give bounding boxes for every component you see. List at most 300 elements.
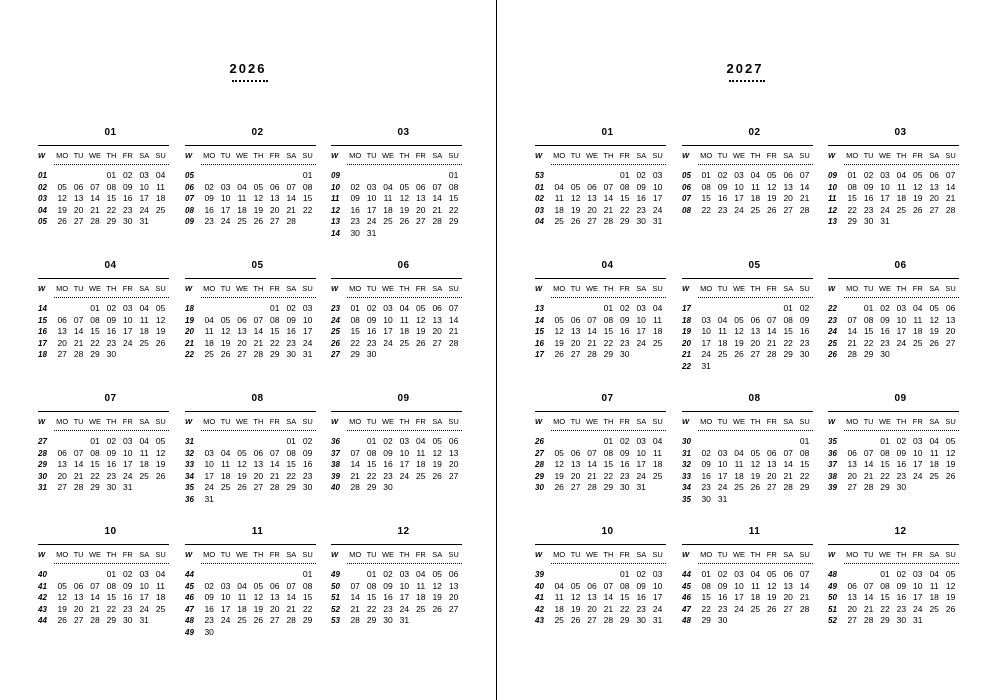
day-cell: 02 <box>286 303 296 313</box>
weekday-label: TH <box>106 417 117 426</box>
day-cell: 26 <box>750 482 761 492</box>
week-row <box>698 569 813 581</box>
day-grid <box>347 569 462 627</box>
day-cell: 03 <box>734 170 744 180</box>
week-number: 11 <box>828 194 837 203</box>
day-cell: 06 <box>270 181 280 192</box>
day-grid <box>54 170 169 228</box>
day-cell: 31 <box>123 482 133 492</box>
day-cell: 01 <box>863 303 874 313</box>
day-cell: 04 <box>416 569 426 579</box>
weekday-label: TU <box>863 151 874 160</box>
weekday-header <box>185 550 316 561</box>
week-row <box>347 228 462 240</box>
week-numbers <box>828 303 842 361</box>
day-cell: 29 <box>783 349 793 359</box>
day-cell: 15 <box>620 193 630 203</box>
day-cell: 10 <box>913 580 923 591</box>
day-cell: 15 <box>302 592 313 602</box>
day-cell: 25 <box>220 482 231 492</box>
weekday-label: TU <box>863 417 874 426</box>
day-cell: 08 <box>106 580 117 591</box>
weekday-header <box>828 284 959 295</box>
day-cell: 09 <box>880 314 890 325</box>
day-cell: 03 <box>896 303 907 313</box>
day-cell: 01 <box>270 303 280 313</box>
day-cell: 20 <box>432 326 442 336</box>
day-cell: 13 <box>73 592 84 602</box>
weekday-label: SA <box>286 284 297 293</box>
week-number: 06 <box>185 182 194 192</box>
month-name: 04 <box>104 260 117 271</box>
day-cell: 04 <box>652 436 663 446</box>
week-row <box>201 315 316 327</box>
week-row <box>551 471 666 483</box>
day-cell: 01 <box>701 170 711 180</box>
weekday-label: SA <box>432 284 443 293</box>
weekday-label: TU <box>220 151 231 160</box>
week-numbers <box>38 436 52 494</box>
week-row <box>551 569 666 581</box>
day-cell: 31 <box>366 227 377 238</box>
day-cell: 20 <box>73 603 84 614</box>
day-cell: 07 <box>73 314 84 325</box>
week-number: 18 <box>38 350 47 359</box>
day-cell: 22 <box>880 603 890 614</box>
day-cell: 20 <box>416 204 426 215</box>
week-number: 49 <box>185 627 194 637</box>
day-cell: 07 <box>253 314 264 325</box>
day-cell: 01 <box>366 569 377 579</box>
weekday-label: FR <box>912 151 923 160</box>
week-number: 03 <box>38 194 47 203</box>
week-label: W <box>331 550 339 559</box>
weekday-label: FR <box>619 284 630 293</box>
day-cell: 06 <box>237 314 247 325</box>
day-cell: 26 <box>929 337 939 348</box>
week-number: 04 <box>535 217 544 226</box>
day-cell: 13 <box>570 459 581 469</box>
month-name: 03 <box>894 127 907 138</box>
day-cell: 16 <box>880 326 890 336</box>
week-number: 22 <box>185 350 194 359</box>
day-cell: 01 <box>302 170 313 180</box>
day-cell: 26 <box>767 603 777 614</box>
day-cell: 01 <box>286 436 296 446</box>
day-cell: 22 <box>90 337 100 348</box>
day-cell: 17 <box>734 592 744 602</box>
weekday-label: WE <box>585 550 599 559</box>
day-cell: 16 <box>620 326 630 336</box>
week-number: 39 <box>828 483 837 492</box>
day-cell: 30 <box>106 349 117 359</box>
day-cell: 29 <box>366 615 377 625</box>
day-cell: 14 <box>432 193 442 203</box>
week-row <box>201 471 316 483</box>
day-cell: 17 <box>717 470 728 481</box>
month-block <box>185 260 316 380</box>
day-cell: 20 <box>73 204 84 215</box>
day-cell: 30 <box>302 482 313 492</box>
weekday-label: WE <box>585 151 599 160</box>
week-numbers <box>682 170 696 216</box>
day-cell: 07 <box>603 181 614 192</box>
month-block <box>331 127 462 247</box>
weekday-label: TH <box>750 417 761 426</box>
day-cell: 03 <box>220 580 231 591</box>
day-cell: 28 <box>847 349 857 359</box>
week-numbers <box>828 569 842 627</box>
week-number: 48 <box>682 616 691 625</box>
day-cell: 20 <box>570 470 581 481</box>
weekday-label: SA <box>783 417 794 426</box>
week-numbers <box>331 436 345 494</box>
day-cell: 02 <box>717 170 728 180</box>
week-row <box>698 182 813 194</box>
day-cell: 20 <box>847 470 857 481</box>
day-cell: 07 <box>270 447 280 458</box>
day-cell: 16 <box>366 326 377 336</box>
day-cell: 20 <box>270 204 280 215</box>
day-cell: 31 <box>652 216 663 226</box>
day-cell: 14 <box>253 326 264 336</box>
day-cell: 13 <box>945 314 956 325</box>
day-cell: 12 <box>253 592 264 602</box>
weekday-header <box>682 417 813 428</box>
day-cell: 23 <box>636 603 646 614</box>
week-row <box>54 193 169 205</box>
day-cell: 18 <box>383 204 393 215</box>
day-cell: 13 <box>767 459 777 469</box>
day-cell: 12 <box>399 193 410 203</box>
day-cell: 24 <box>220 615 231 625</box>
weekday-label: FR <box>912 284 923 293</box>
day-cell: 05 <box>253 181 264 192</box>
day-cell: 17 <box>220 603 231 614</box>
week-number: 40 <box>38 570 47 579</box>
week-numbers <box>331 170 345 239</box>
week-number: 44 <box>682 570 691 579</box>
week-number: 47 <box>185 604 194 614</box>
week-label: W <box>331 417 339 426</box>
day-cell: 08 <box>302 181 313 192</box>
week-number: 45 <box>682 581 691 591</box>
day-cell: 13 <box>432 314 442 325</box>
day-cell: 25 <box>204 349 214 359</box>
day-grid <box>201 303 316 361</box>
week-row <box>698 315 813 327</box>
week-row <box>698 361 813 373</box>
week-row <box>698 581 813 593</box>
weekday-label: WE <box>878 550 892 559</box>
weekday-header <box>331 550 462 561</box>
day-cell: 17 <box>636 459 646 469</box>
day-cell: 22 <box>366 470 377 481</box>
day-cell: 05 <box>929 303 939 313</box>
day-cell: 23 <box>302 470 313 481</box>
day-cell: 25 <box>237 216 247 226</box>
week-row <box>698 436 813 448</box>
day-cell: 24 <box>913 470 923 481</box>
day-cell: 12 <box>432 447 442 458</box>
day-cell: 14 <box>448 314 459 325</box>
weekday-label: MO <box>349 550 362 559</box>
day-cell: 18 <box>896 193 907 203</box>
day-cell: 12 <box>155 447 166 458</box>
day-cell: 08 <box>620 181 630 192</box>
day-cell: 27 <box>783 603 793 614</box>
day-cell: 19 <box>767 592 777 602</box>
month-name: 06 <box>397 260 410 271</box>
weekday-label: SU <box>799 284 810 293</box>
day-cell: 30 <box>123 216 133 226</box>
day-cell: 27 <box>945 337 956 348</box>
day-cell: 13 <box>57 459 67 469</box>
day-cell: 05 <box>416 303 426 313</box>
month-rule <box>828 411 959 412</box>
day-grid <box>844 436 959 494</box>
day-cell: 14 <box>270 459 280 469</box>
weekday-label: TU <box>366 417 377 426</box>
day-cell: 19 <box>220 337 231 348</box>
day-cell: 21 <box>767 337 777 348</box>
weekday-header <box>682 550 813 561</box>
day-cell: 23 <box>286 337 296 348</box>
day-cell: 11 <box>156 181 165 192</box>
weekday-label: FR <box>766 550 777 559</box>
weekday-label: TH <box>603 151 614 160</box>
header-dots <box>347 430 462 431</box>
week-row <box>551 448 666 460</box>
week-number: 07 <box>682 194 691 203</box>
day-cell: 24 <box>123 337 133 348</box>
day-cell: 15 <box>603 459 614 469</box>
month-block <box>535 260 666 380</box>
day-cell: 14 <box>286 592 296 602</box>
weekday-label: SA <box>139 550 150 559</box>
week-numbers <box>185 303 199 361</box>
day-cell: 21 <box>603 204 614 215</box>
month-name: 09 <box>894 393 907 404</box>
day-cell: 22 <box>783 337 793 348</box>
day-cell: 12 <box>253 193 264 203</box>
day-cell: 17 <box>652 592 663 602</box>
day-grid <box>201 170 316 228</box>
day-cell: 25 <box>155 603 166 614</box>
day-grid <box>698 436 813 505</box>
week-row <box>201 326 316 338</box>
day-cell: 19 <box>929 326 939 336</box>
day-cell: 22 <box>106 204 117 215</box>
weekday-label: TH <box>106 550 117 559</box>
day-cell: 11 <box>734 459 744 469</box>
weekday-label: TH <box>603 417 614 426</box>
weekday-label: SU <box>302 550 313 559</box>
day-grid <box>347 436 462 494</box>
day-cell: 01 <box>603 303 614 313</box>
month-rule <box>38 145 169 146</box>
day-cell: 22 <box>620 204 630 215</box>
day-cell: 15 <box>880 459 890 469</box>
week-row <box>347 182 462 194</box>
header-dots <box>551 563 666 564</box>
day-cell: 24 <box>652 204 663 215</box>
day-cell: 29 <box>603 349 614 359</box>
day-cell: 23 <box>366 337 377 348</box>
day-cell: 12 <box>945 580 956 591</box>
weekday-label: MO <box>203 284 216 293</box>
day-cell: 28 <box>587 349 597 359</box>
day-grid <box>551 569 666 627</box>
month-name: 05 <box>748 260 761 271</box>
week-row <box>347 303 462 315</box>
day-cell: 27 <box>847 482 857 492</box>
weekday-header <box>331 417 462 428</box>
day-cell: 18 <box>155 193 166 203</box>
day-cell: 03 <box>302 303 313 313</box>
day-cell: 22 <box>799 470 810 481</box>
header-dots <box>347 164 462 165</box>
day-cell: 04 <box>383 181 393 192</box>
day-cell: 11 <box>416 580 426 591</box>
weekday-label: TH <box>750 550 761 559</box>
week-row <box>551 604 666 616</box>
day-cell: 03 <box>652 170 663 180</box>
week-number: 33 <box>682 471 691 481</box>
weekday-label: TH <box>399 550 410 559</box>
day-cell: 14 <box>799 580 810 591</box>
day-cell: 20 <box>783 592 793 602</box>
day-cell: 06 <box>270 580 280 591</box>
day-cell: 04 <box>896 170 907 180</box>
day-cell: 07 <box>945 170 956 180</box>
header-dots <box>54 430 169 431</box>
week-number: 46 <box>185 593 194 602</box>
day-cell: 13 <box>929 181 939 192</box>
weekday-label: SU <box>448 284 459 293</box>
week-number: 09 <box>331 171 340 180</box>
day-cell: 19 <box>155 326 166 336</box>
day-cell: 19 <box>432 459 442 469</box>
weekday-label: FR <box>269 417 280 426</box>
weekday-label: FR <box>766 284 777 293</box>
day-cell: 10 <box>204 459 214 469</box>
day-cell: 09 <box>286 314 296 325</box>
day-cell: 24 <box>399 470 410 481</box>
day-cell: 31 <box>652 615 663 625</box>
week-row <box>347 216 462 228</box>
day-cell: 14 <box>90 592 100 602</box>
day-cell: 14 <box>90 193 100 203</box>
day-cell: 16 <box>799 326 810 336</box>
week-row <box>54 569 169 581</box>
day-cell: 16 <box>620 459 630 469</box>
day-cell: 27 <box>73 615 84 625</box>
month-name: 02 <box>748 127 761 138</box>
day-cell: 17 <box>220 204 231 215</box>
day-cell: 17 <box>139 193 149 203</box>
day-cell: 19 <box>913 193 923 203</box>
weekday-label: WE <box>381 417 395 426</box>
day-cell: 21 <box>90 204 100 215</box>
day-cell: 30 <box>896 482 907 492</box>
month-rule <box>38 278 169 279</box>
week-row <box>698 326 813 338</box>
week-row <box>347 471 462 483</box>
weekday-header <box>331 284 462 295</box>
week-label: W <box>682 151 690 160</box>
week-row <box>347 615 462 627</box>
page-2026 <box>0 0 496 700</box>
day-grid <box>698 170 813 216</box>
day-cell: 23 <box>620 337 630 348</box>
day-cell: 21 <box>603 603 614 614</box>
weekday-label: SU <box>302 151 313 160</box>
day-grid <box>844 569 959 627</box>
weekday-label: SU <box>799 417 810 426</box>
weekday-label: SA <box>432 151 443 160</box>
day-cell: 28 <box>448 337 459 348</box>
week-row <box>698 303 813 315</box>
day-cell: 10 <box>636 314 646 325</box>
day-cell: 15 <box>302 193 313 203</box>
day-cell: 01 <box>847 170 857 180</box>
day-cell: 14 <box>350 592 360 602</box>
day-cell: 06 <box>73 580 84 591</box>
week-numbers <box>535 436 549 494</box>
day-cell: 01 <box>620 569 630 579</box>
week-row <box>551 303 666 315</box>
weekday-label: TU <box>366 284 377 293</box>
week-numbers <box>682 569 696 627</box>
day-cell: 02 <box>123 170 133 180</box>
weekday-label: MO <box>553 417 566 426</box>
day-cell: 04 <box>750 170 761 180</box>
week-label: W <box>682 284 690 293</box>
week-number: 12 <box>331 205 340 215</box>
week-label: W <box>535 151 543 160</box>
day-cell: 08 <box>270 314 280 325</box>
day-cell: 30 <box>620 482 630 492</box>
day-cell: 17 <box>366 204 377 215</box>
weekday-label: TH <box>603 550 614 559</box>
week-number: 35 <box>682 494 691 504</box>
weekday-label: TU <box>863 550 874 559</box>
day-cell: 11 <box>237 592 247 602</box>
week-numbers <box>535 569 549 627</box>
week-row <box>551 482 666 494</box>
day-cell: 06 <box>57 447 67 458</box>
day-cell: 02 <box>620 303 630 313</box>
day-cell: 19 <box>57 204 67 215</box>
weekday-label: WE <box>88 284 102 293</box>
day-cell: 09 <box>366 314 377 325</box>
day-cell: 28 <box>603 615 614 625</box>
day-cell: 05 <box>767 170 777 180</box>
weekday-label: WE <box>381 151 395 160</box>
day-cell: 18 <box>155 592 166 602</box>
day-cell: 05 <box>945 436 956 446</box>
day-cell: 18 <box>734 470 744 481</box>
day-cell: 29 <box>90 482 100 492</box>
week-row <box>844 193 959 205</box>
day-cell: 28 <box>432 216 442 226</box>
week-number: 04 <box>38 205 47 215</box>
year-title: 2026 <box>229 61 267 76</box>
week-numbers <box>38 303 52 361</box>
day-cell: 05 <box>767 569 777 579</box>
week-number: 40 <box>331 483 340 492</box>
